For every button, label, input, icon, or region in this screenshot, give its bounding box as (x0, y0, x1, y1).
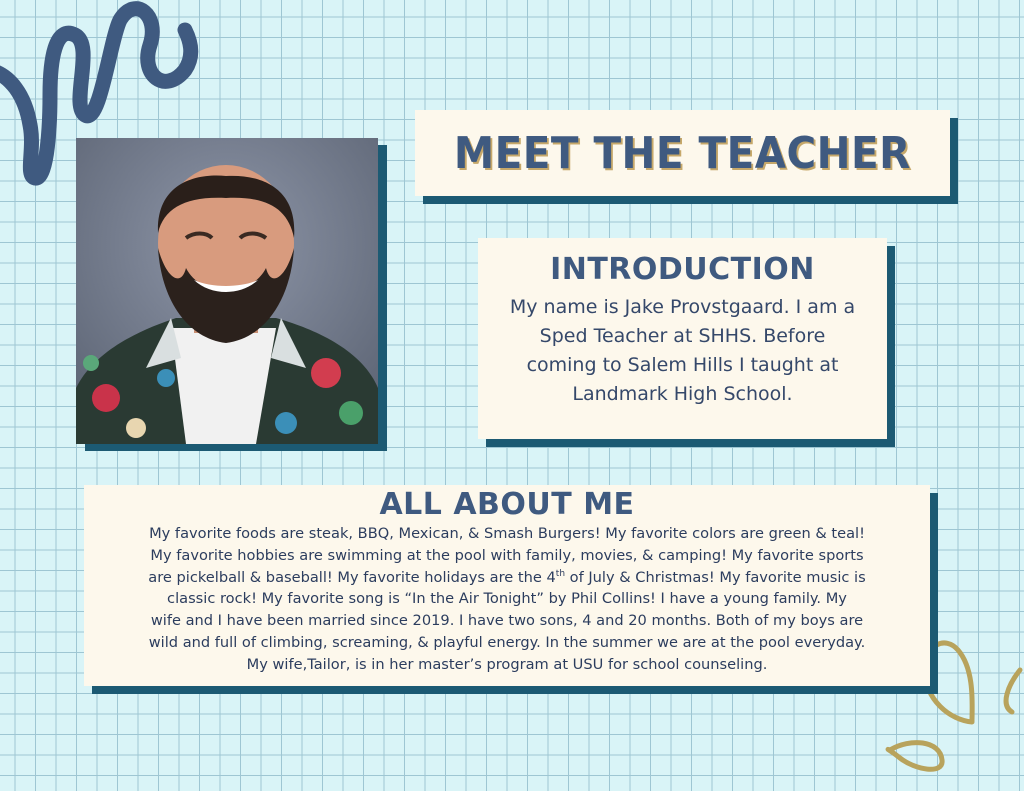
about-line: My favorite foods are steak, BBQ, Mexican, & Smash Burgers! My favorite colors are green & teal! (149, 525, 865, 542)
ordinal-suffix: th (555, 568, 566, 579)
about-line: My favorite hobbies are swimming at the pool with family, movies, & camping! My favorite sports (150, 546, 864, 564)
page-title: MEET THE TEACHER (454, 127, 911, 179)
about-me-heading: ALL ABOUT ME (379, 487, 635, 522)
title-banner (415, 110, 950, 196)
about-line-part: of July & Christmas! My favorite music is (565, 568, 866, 586)
about-line: classic rock! My favorite song is “In the Air Tonight” by Phil Collins! I have a young family. My (167, 590, 847, 608)
introduction-line: coming to Salem Hills I taught at (526, 354, 839, 376)
about-line (94, 567, 920, 589)
introduction-text (482, 293, 883, 409)
introduction-line: My name is Jake Provstgaard. I am a (509, 296, 856, 318)
introduction-card (478, 238, 887, 439)
about-me-text (94, 523, 920, 676)
introduction-line: Sped Teacher at SHHS. Before (539, 325, 826, 347)
about-line: wild and full of climbing, screaming, & playful energy. In the summer we are at the pool everyday. (148, 633, 866, 651)
about-me-card (84, 485, 930, 686)
introduction-line: Landmark High School. (572, 383, 793, 405)
about-line: My wife,Tailor, is in her master’s program at USU for school counseling. (246, 655, 768, 673)
about-line-part: are pickelball & baseball! My favorite holidays are the 4 (148, 568, 556, 586)
teacher-photo (76, 138, 378, 444)
about-line: wife and I have been married since 2019. I have two sons, 4 and 20 months. Both of my boys are (150, 612, 864, 630)
introduction-heading: INTRODUCTION (550, 252, 815, 287)
